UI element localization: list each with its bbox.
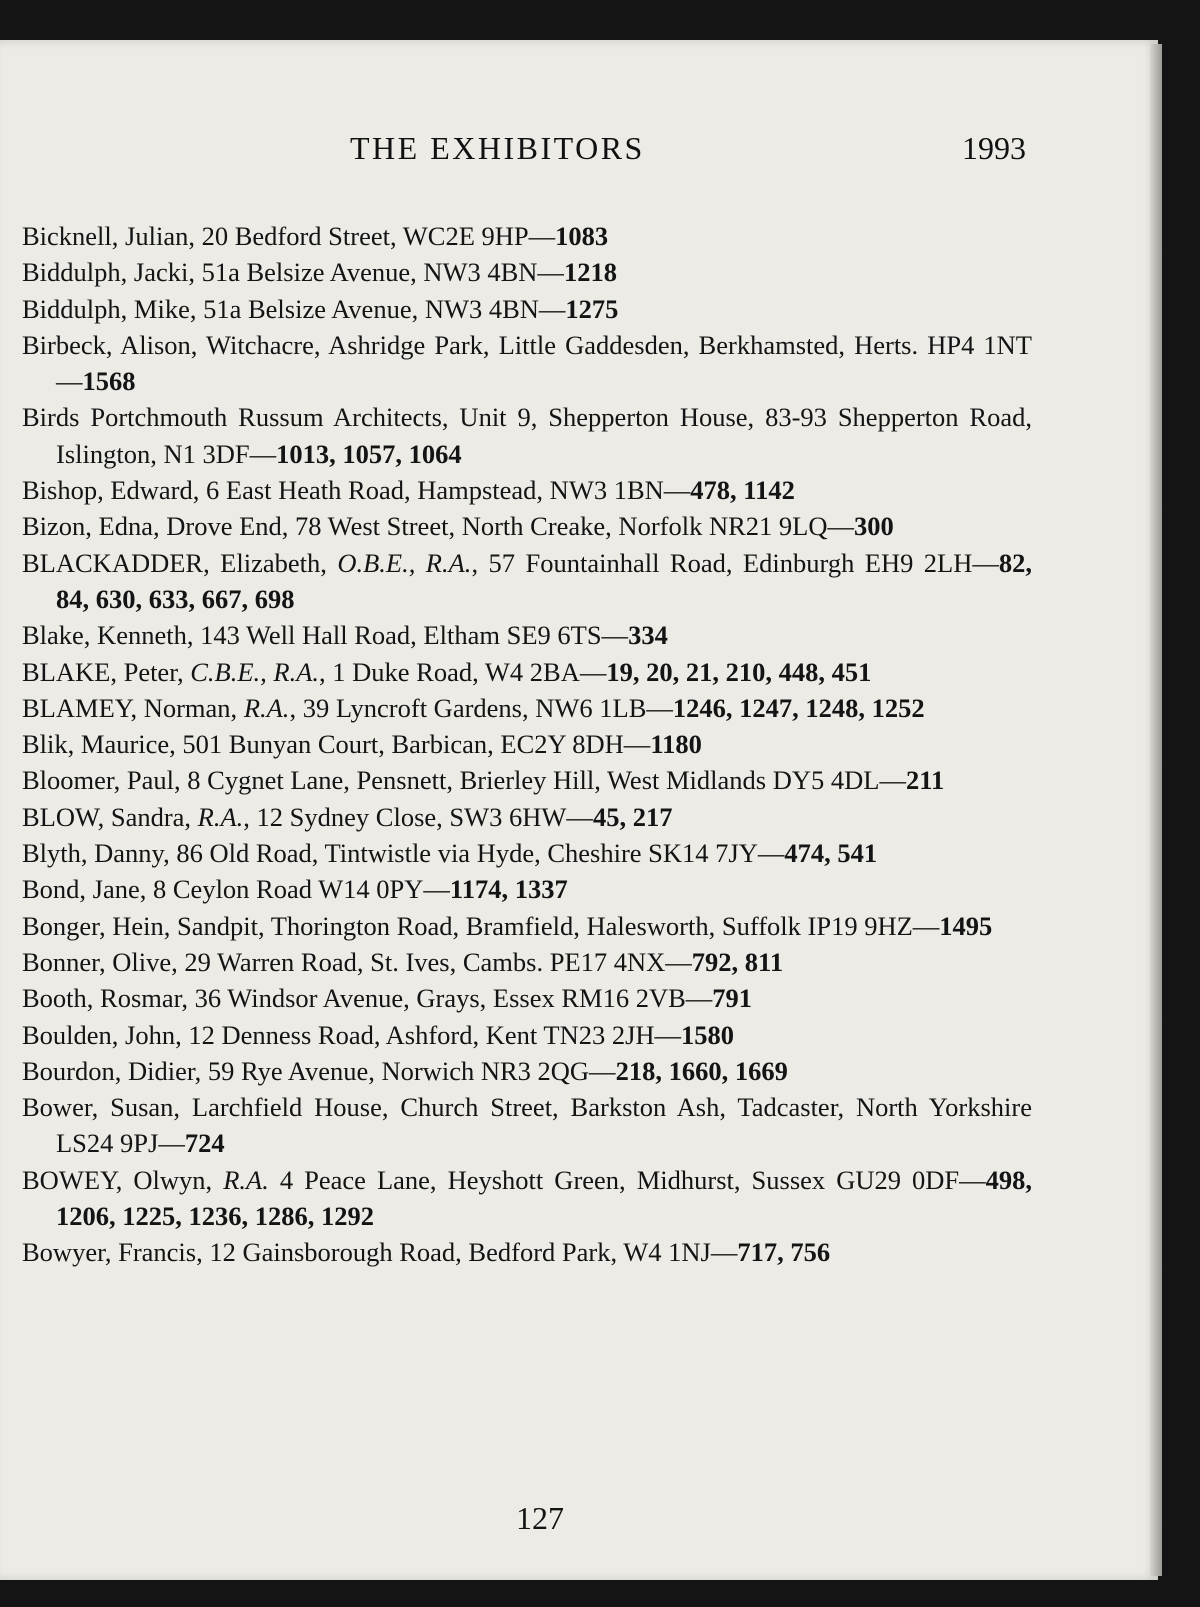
entry-text: Birds Portchmouth Russum Architects, Unit 9, Shepperton House, 83-93 Shepperton Road, Islington, N1 3DF— bbox=[22, 402, 1032, 469]
exhibitor-entry bbox=[22, 726, 1032, 762]
entry-text: Bizon, Edna, Drove End, 78 West Street, North Creake, Norfolk NR21 9LQ— bbox=[22, 511, 854, 542]
entry-text: BOWEY, Olwyn, bbox=[22, 1164, 224, 1195]
exhibitor-entry bbox=[22, 617, 1032, 653]
honours-title: R.A. bbox=[243, 692, 290, 723]
entry-address: , 39 Lyncroft Gardens, NW6 1LB— bbox=[289, 692, 673, 723]
catalogue-numbers: 478, 1142 bbox=[690, 475, 795, 506]
entry-text: Blik, Maurice, 501 Bunyan Court, Barbican, EC2Y 8DH— bbox=[22, 729, 651, 760]
catalogue-numbers: 334 bbox=[628, 620, 668, 651]
honours-title: R.A. bbox=[223, 1164, 269, 1195]
entry-text: Blyth, Danny, 86 Old Road, Tintwistle via Hyde, Cheshire SK14 7JY— bbox=[22, 838, 785, 869]
catalogue-numbers: 1013, 1057, 1064 bbox=[276, 438, 462, 469]
catalogue-numbers: 1275 bbox=[565, 293, 619, 324]
exhibitor-entry bbox=[22, 254, 1032, 290]
exhibitor-entry bbox=[22, 1089, 1032, 1162]
entry-text: Bower, Susan, Larchfield House, Church Street, Barkston Ash, Tadcaster, North Yorkshire LS24 9PJ— bbox=[22, 1092, 1032, 1159]
catalogue-numbers: 1180 bbox=[650, 729, 702, 760]
catalogue-numbers: 1580 bbox=[681, 1019, 735, 1050]
catalogue-numbers: 1083 bbox=[555, 221, 609, 251]
catalogue-numbers: 1246, 1247, 1248, 1252 bbox=[672, 692, 925, 723]
exhibitor-entry bbox=[22, 980, 1032, 1016]
entry-text: Bonner, Olive, 29 Warren Road, St. Ives, Cambs. PE17 4NX— bbox=[22, 946, 692, 977]
entry-address: , 57 Fountainhall Road, Edinburgh EH9 2LH— bbox=[471, 547, 999, 578]
exhibitor-list bbox=[22, 218, 1032, 1271]
catalogue-numbers: 19, 20, 21, 210, 448, 451 bbox=[606, 656, 872, 687]
catalogue-numbers: 1568 bbox=[82, 366, 136, 397]
exhibitor-entry bbox=[22, 690, 1032, 726]
exhibitor-entry bbox=[22, 218, 1032, 254]
entry-address: , 12 Sydney Close, SW3 6HW— bbox=[243, 801, 593, 832]
entry-text: BLAKE, Peter, bbox=[22, 656, 191, 687]
entry-text: BLOW, Sandra, bbox=[22, 801, 198, 832]
entry-text: Blake, Kenneth, 143 Well Hall Road, Eltham SE9 6TS— bbox=[22, 620, 629, 651]
catalogue-numbers: 45, 217 bbox=[592, 801, 673, 832]
exhibitor-entry bbox=[22, 399, 1032, 472]
entry-text: Birbeck, Alison, Witchacre, Ashridge Park, Little Gaddesden, Berkhamsted, Herts. HP4 1NT— bbox=[22, 329, 1032, 397]
catalogue-numbers: 1218 bbox=[563, 257, 617, 288]
entry-text: Biddulph, Jacki, 51a Belsize Avenue, NW3 4BN— bbox=[22, 257, 564, 288]
catalogue-numbers: 1174, 1337 bbox=[449, 874, 568, 905]
page-edge bbox=[1150, 44, 1162, 1576]
catalogue-numbers: 717, 756 bbox=[737, 1237, 831, 1268]
entry-address: 4 Peace Lane, Heyshott Green, Midhurst, Sussex GU29 0DF— bbox=[268, 1164, 986, 1195]
catalogue-numbers: 218, 1660, 1669 bbox=[615, 1055, 788, 1086]
exhibitor-entry bbox=[22, 508, 1032, 544]
entry-address: , 1 Duke Road, W4 2BA— bbox=[319, 656, 607, 687]
entry-text: Biddulph, Mike, 51a Belsize Avenue, NW3 4BN— bbox=[22, 293, 566, 324]
entry-text: BLAMEY, Norman, bbox=[22, 692, 244, 723]
honours-title: R.A. bbox=[197, 801, 244, 832]
exhibitor-entry bbox=[22, 799, 1032, 835]
entry-text: Bonger, Hein, Sandpit, Thorington Road, Bramfield, Halesworth, Suffolk IP19 9HZ— bbox=[22, 910, 940, 941]
exhibitor-entry bbox=[22, 654, 1032, 690]
page-number: 127 bbox=[516, 1500, 564, 1536]
exhibitor-entry bbox=[22, 291, 1032, 327]
catalogue-numbers: 474, 541 bbox=[784, 838, 878, 869]
exhibitor-entry bbox=[22, 1162, 1032, 1235]
exhibitor-entry bbox=[22, 1053, 1032, 1089]
catalogue-numbers: 791 bbox=[712, 983, 753, 1014]
catalogue-numbers: 82, 84, 630, 633, 667, 698 bbox=[56, 547, 1033, 614]
exhibitor-entry bbox=[22, 327, 1032, 400]
entry-text: BLACKADDER, Elizabeth, bbox=[22, 547, 338, 578]
exhibitor-entry bbox=[22, 472, 1032, 508]
exhibitor-entry bbox=[22, 908, 1032, 944]
catalogue-numbers: 1495 bbox=[939, 910, 993, 941]
exhibitor-entry bbox=[22, 1017, 1032, 1053]
entry-text: Bowyer, Francis, 12 Gainsborough Road, Bedford Park, W4 1NJ— bbox=[22, 1237, 738, 1268]
exhibitor-entry bbox=[22, 545, 1032, 618]
exhibitor-entry bbox=[22, 944, 1032, 980]
entry-text: Bloomer, Paul, 8 Cygnet Lane, Pensnett, Brierley Hill, West Midlands DY5 4DL— bbox=[22, 765, 906, 796]
entry-text: Bourdon, Didier, 59 Rye Avenue, Norwich NR3 2QG— bbox=[22, 1055, 616, 1086]
catalogue-numbers: 498, 1206, 1225, 1236, 1286, 1292 bbox=[56, 1164, 1033, 1232]
entry-text: Bond, Jane, 8 Ceylon Road W14 0PY— bbox=[22, 874, 450, 905]
honours-title: O.B.E., R.A. bbox=[337, 547, 472, 578]
running-year: 1993 bbox=[962, 130, 1026, 166]
exhibitor-entry bbox=[22, 762, 1032, 798]
catalogue-numbers: 300 bbox=[853, 511, 894, 542]
entry-text: Bishop, Edward, 6 East Heath Road, Hampstead, NW3 1BN— bbox=[22, 475, 691, 506]
catalogue-numbers: 724 bbox=[184, 1128, 225, 1159]
entry-text: Boulden, John, 12 Denness Road, Ashford, Kent TN23 2JH— bbox=[22, 1019, 682, 1050]
honours-title: C.B.E., R.A. bbox=[190, 656, 320, 687]
running-head bbox=[0, 130, 1158, 170]
exhibitor-entry bbox=[22, 835, 1032, 871]
catalogue-numbers: 792, 811 bbox=[691, 946, 784, 977]
exhibitor-entry bbox=[22, 1234, 1032, 1270]
catalogue-numbers: 211 bbox=[905, 765, 945, 796]
running-title: THE EXHIBITORS bbox=[350, 130, 645, 166]
entry-text: Bicknell, Julian, 20 Bedford Street, WC2E 9HP— bbox=[22, 221, 556, 251]
entry-text: Booth, Rosmar, 36 Windsor Avenue, Grays, Essex RM16 2VB— bbox=[22, 983, 713, 1014]
exhibitor-entry bbox=[22, 871, 1032, 907]
